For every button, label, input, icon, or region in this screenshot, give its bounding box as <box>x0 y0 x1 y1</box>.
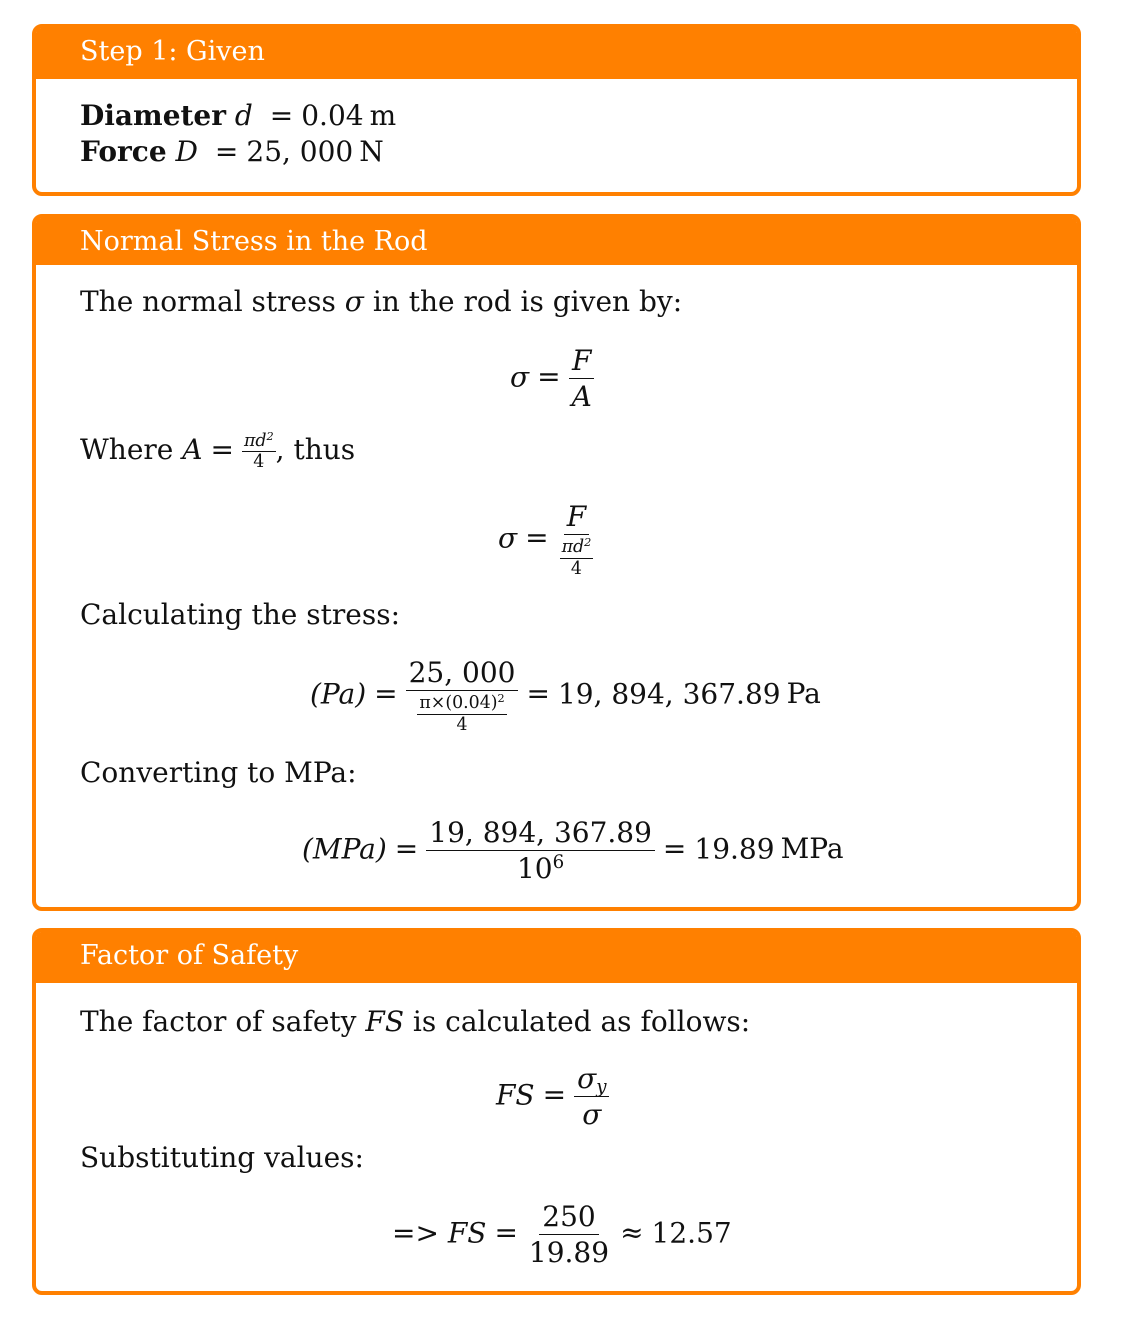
force-line <box>80 135 384 168</box>
eq1-denominator: A <box>571 380 592 414</box>
where-denominator: 4 <box>253 452 265 473</box>
given-box <box>32 24 1081 196</box>
calc-line <box>80 598 401 631</box>
fs-eq2-result: 12.57 <box>651 1216 732 1250</box>
force-label: Force <box>80 135 167 168</box>
stress-equation-4 <box>302 818 844 884</box>
equals-sign: = <box>542 1078 567 1112</box>
approx-sign: ≈ <box>620 1216 644 1250</box>
eq2-fraction <box>557 502 597 578</box>
fs-eq2-prefix: => <box>392 1216 439 1250</box>
force-value: 25, 000 <box>246 135 354 168</box>
eq3-lhs: (Pa) <box>310 677 367 711</box>
where-var: A <box>182 433 203 467</box>
exponent: 2 <box>266 429 274 443</box>
where-text: Where <box>80 433 174 467</box>
eq2-inner-denominator: 4 <box>570 558 582 579</box>
equals-sign: = <box>526 677 550 711</box>
safety-box <box>32 928 1081 1295</box>
stress-intro-suffix: in the rod is given by: <box>372 285 683 318</box>
fs-eq2-numerator: 250 <box>539 1202 598 1235</box>
where-num-text: πd <box>243 431 267 451</box>
equals-sign: = <box>525 521 549 555</box>
fs-eq1-lhs: FS <box>496 1078 535 1112</box>
equals-sign: = <box>210 433 234 467</box>
eq3-inner-fraction <box>417 694 506 733</box>
convert-line <box>80 756 357 789</box>
diameter-var: d <box>234 99 253 132</box>
force-var: D <box>175 135 198 168</box>
equals-sign: = <box>394 832 419 866</box>
subst-text: Substituting values: <box>80 1141 364 1174</box>
diameter-label: Diameter <box>80 99 227 132</box>
safety-intro-suffix: is calculated as follows: <box>412 1005 751 1038</box>
eq3-inner-denominator: 4 <box>456 714 468 735</box>
eq1-fraction <box>569 346 595 412</box>
stress-equation-3 <box>310 658 821 734</box>
stress-box <box>32 214 1081 911</box>
equals-sign: = <box>374 677 398 711</box>
eq4-denominator <box>514 851 567 886</box>
fs-eq1-denominator: σ <box>582 1098 602 1132</box>
fs-eq1-num-text: σ <box>577 1062 597 1095</box>
diameter-line <box>80 99 397 132</box>
eq3-result: 19, 894, 367.89 <box>557 677 781 711</box>
fs-eq2-denominator: 19.89 <box>528 1236 610 1270</box>
safety-intro <box>80 1005 751 1038</box>
calc-text: Calculating the stress: <box>80 598 401 631</box>
eq3-inner-numerator <box>417 694 506 714</box>
stress-intro-text: The normal stress <box>80 285 336 318</box>
eq3-unit: Pa <box>786 677 821 711</box>
where-numerator <box>242 429 276 452</box>
safety-intro-var: FS <box>365 1005 405 1038</box>
eq2-inner-num-text: πd <box>561 537 585 558</box>
eq3-denominator <box>414 691 509 733</box>
diameter-value: 0.04 <box>301 99 364 132</box>
eq4-fraction <box>426 818 655 884</box>
safety-title: Factor of Safety <box>80 940 299 971</box>
fs-eq1-fraction <box>574 1064 609 1130</box>
equals-sign: = <box>214 135 239 168</box>
eq4-lhs: (MPa) <box>302 832 387 866</box>
convert-text: Converting to MPa: <box>80 756 357 789</box>
eq2-inner-fraction <box>560 538 594 577</box>
eq4-unit: MPa <box>780 832 844 866</box>
equals-sign: = <box>269 99 294 132</box>
eq1-numerator: F <box>569 346 594 379</box>
eq2-inner-numerator <box>560 538 594 558</box>
safety-equation-1 <box>496 1064 609 1130</box>
eq2-denominator <box>557 535 597 577</box>
eq2-lhs: σ <box>498 521 518 555</box>
fs-eq1-num-subscript: y <box>596 1076 607 1098</box>
subst-line <box>80 1141 364 1174</box>
eq4-numerator: 19, 894, 367.89 <box>426 818 655 851</box>
equals-sign: = <box>494 1216 518 1250</box>
where-fraction <box>242 429 276 473</box>
force-unit: N <box>359 135 384 168</box>
stress-header <box>36 218 1077 265</box>
eq3-numerator: 25, 000 <box>406 658 519 691</box>
fs-eq2-fraction <box>526 1202 612 1268</box>
fs-eq1-numerator <box>574 1064 609 1097</box>
stress-equation-1 <box>510 346 595 412</box>
stress-intro-var: σ <box>344 285 364 318</box>
equals-sign: = <box>537 360 561 394</box>
equals-sign: = <box>662 832 687 866</box>
eq4-den-base: 10 <box>516 852 553 886</box>
eq2-numerator: F <box>564 502 589 535</box>
diameter-unit: m <box>369 99 397 132</box>
eq3-inner-num-text: π×(0.04) <box>419 693 498 714</box>
given-title: Step 1: Given <box>80 36 265 67</box>
stress-title: Normal Stress in the Rod <box>80 226 428 257</box>
where-line <box>80 429 356 473</box>
safety-header <box>36 932 1077 983</box>
eq3-fraction <box>406 658 519 734</box>
stress-equation-2 <box>498 502 596 578</box>
eq4-den-exponent: 6 <box>552 852 565 874</box>
fs-eq2-lhs: FS <box>447 1216 487 1250</box>
exponent: 2 <box>584 536 592 550</box>
exponent: 2 <box>497 692 505 706</box>
eq4-result: 19.89 <box>694 832 775 866</box>
stress-intro <box>80 285 683 318</box>
eq1-lhs: σ <box>510 360 530 394</box>
safety-intro-text: The factor of safety <box>80 1005 357 1038</box>
where-suffix: , thus <box>275 433 356 467</box>
safety-equation-2 <box>392 1202 732 1268</box>
given-header <box>36 28 1077 79</box>
